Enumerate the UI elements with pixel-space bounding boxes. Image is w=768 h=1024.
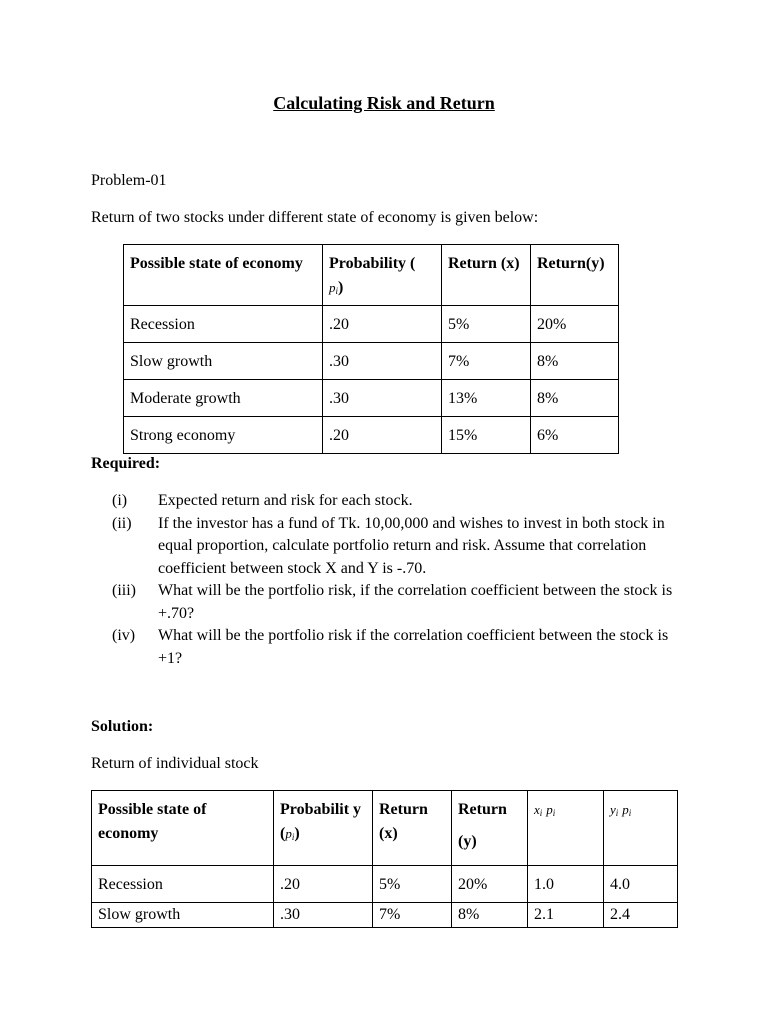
cell-return-y: 20% bbox=[452, 866, 528, 903]
cell-probability: .30 bbox=[323, 343, 442, 380]
header-return-x: Return (x) bbox=[373, 791, 452, 866]
header-xi-pi: $x_i$ $p_i$ bbox=[528, 791, 604, 866]
cell-probability: .20 bbox=[323, 417, 442, 454]
required-label: Required: bbox=[91, 455, 161, 472]
header-probability: Probability ( $p_i$) bbox=[323, 245, 442, 306]
table-row bbox=[92, 866, 678, 903]
cell-return-x: 15% bbox=[442, 417, 531, 454]
solution-table bbox=[91, 790, 678, 928]
solution-intro: Return of individual stock bbox=[91, 755, 259, 772]
cell-state: Moderate growth bbox=[124, 380, 323, 417]
cell-xi-pi: 2.1 bbox=[528, 903, 604, 928]
cell-return-x: 7% bbox=[442, 343, 531, 380]
cell-xi-pi: 1.0 bbox=[528, 866, 604, 903]
table-header-row bbox=[92, 791, 678, 866]
cell-yi-pi: 2.4 bbox=[604, 903, 678, 928]
cell-probability: .20 bbox=[274, 866, 373, 903]
table-row bbox=[92, 903, 678, 928]
table-row bbox=[124, 380, 619, 417]
problem-label: Problem-01 bbox=[91, 172, 167, 189]
cell-state: Recession bbox=[92, 866, 274, 903]
page-title: Calculating Risk and Return bbox=[273, 93, 495, 113]
table-row bbox=[124, 417, 619, 454]
cell-state: Strong economy bbox=[124, 417, 323, 454]
cell-probability: .20 bbox=[323, 306, 442, 343]
table-header-row bbox=[124, 245, 619, 306]
intro-text: Return of two stocks under different state of economy is given below: bbox=[91, 209, 539, 226]
cell-yi-pi: 4.0 bbox=[604, 866, 678, 903]
header-state: Possible state of economy bbox=[92, 791, 274, 866]
list-item: (i) Expected return and risk for each stock. bbox=[112, 492, 413, 509]
table-row bbox=[124, 306, 619, 343]
cell-return-x: 7% bbox=[373, 903, 452, 928]
solution-label: Solution: bbox=[91, 718, 154, 735]
required-list bbox=[108, 490, 678, 670]
cell-return-x: 13% bbox=[442, 380, 531, 417]
header-return-x: Return (x) bbox=[442, 245, 531, 306]
cell-return-y: 6% bbox=[531, 417, 619, 454]
header-state: Possible state of economy bbox=[124, 245, 323, 306]
cell-return-x: 5% bbox=[373, 866, 452, 903]
list-item: (iv) What will be the portfolio risk if the correlation coefficient between the stock is +1? bbox=[112, 627, 669, 667]
list-item: (ii) If the investor has a fund of Tk. 10,00,000 and wishes to invest in both stock in equal proportion, calculate portfolio return and risk. Assume that correlation coefficient between stock X and Y is -.70. bbox=[112, 514, 665, 577]
cell-state: Slow growth bbox=[124, 343, 323, 380]
header-yi-pi: $y_i$ $p_i$ bbox=[604, 791, 678, 866]
cell-state: Recession bbox=[124, 306, 323, 343]
header-probability: Probabilit y $(p_i)$ bbox=[274, 791, 373, 866]
list-item: (iii) What will be the portfolio risk, if the correlation coefficient between the stock is +.70? bbox=[112, 582, 673, 622]
cell-return-y: 8% bbox=[531, 343, 619, 380]
cell-state: Slow growth bbox=[92, 903, 274, 928]
cell-return-y: 8% bbox=[531, 380, 619, 417]
cell-return-x: 5% bbox=[442, 306, 531, 343]
table-row bbox=[124, 343, 619, 380]
header-return-y: Return (y) bbox=[452, 791, 528, 866]
cell-probability: .30 bbox=[323, 380, 442, 417]
cell-probability: .30 bbox=[274, 903, 373, 928]
cell-return-y: 20% bbox=[531, 306, 619, 343]
header-return-y: Return(y) bbox=[531, 245, 619, 306]
cell-return-y: 8% bbox=[452, 903, 528, 928]
returns-table bbox=[123, 244, 619, 454]
